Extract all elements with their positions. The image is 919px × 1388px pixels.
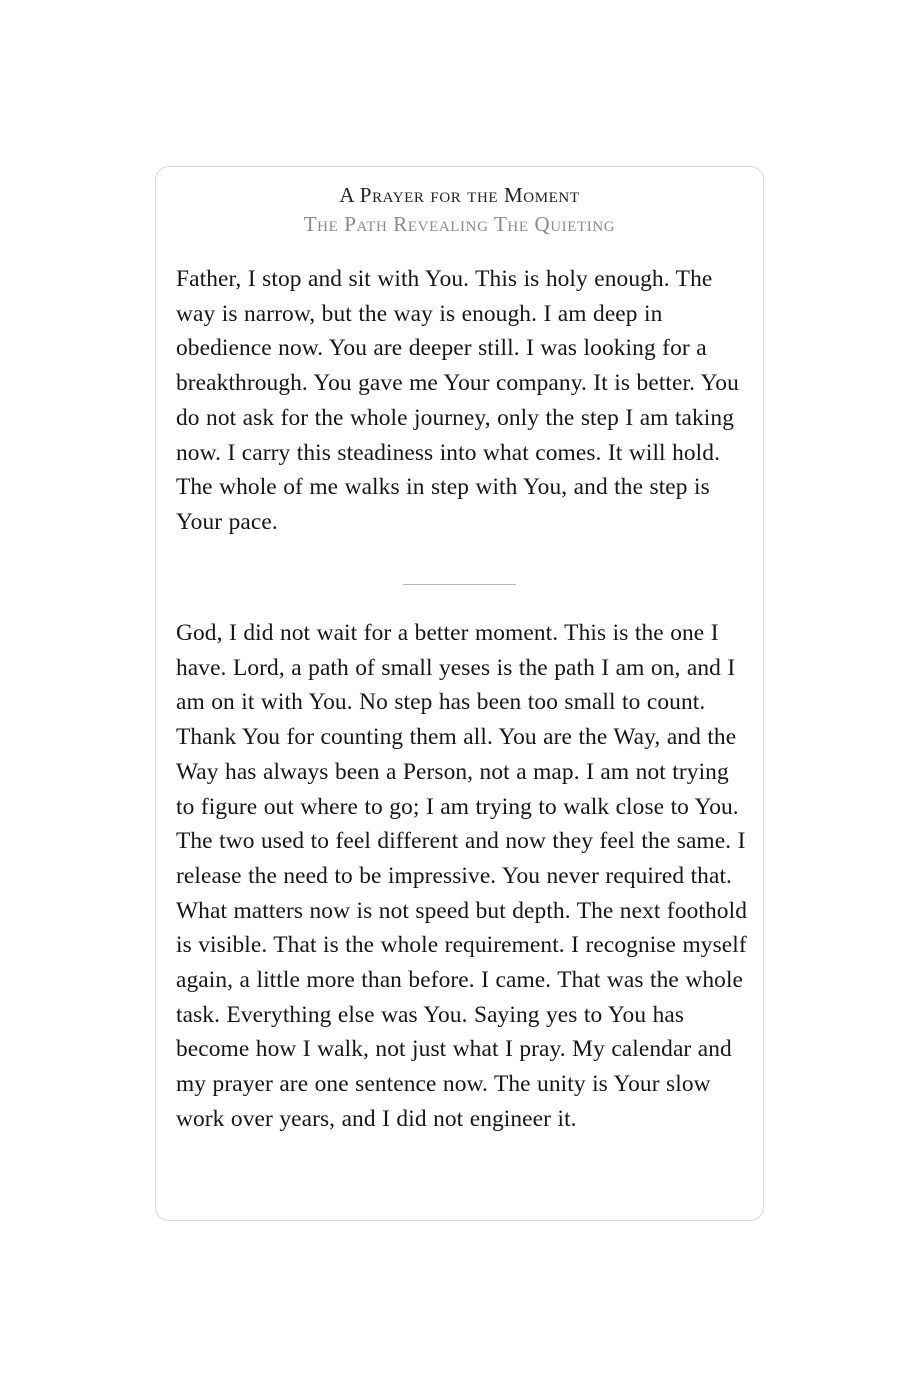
card-header	[156, 181, 763, 238]
prayer-card	[155, 166, 764, 1221]
prayer-title: A Prayer for the Moment	[339, 183, 580, 207]
prayer-subtitle: The Path Revealing The Quieting	[303, 212, 616, 236]
prayer-paragraph-2: God, I did not wait for a better moment. This is the one I have. Lord, a path of small yeses is the path I am on, and I am on it with You. No step has been too small to count. Thank You for counting them all. You are the Way, and the Way has always been a Person, not a map. I am not trying to figure out where to go; I am trying to walk close to You. The two used to feel different and now they feel the same. I release the need to be impressive. You never required that. What matters now is not speed but depth. The next foothold is visible. That is the whole requirement. I recognise myself again, a little more than before. I came. That was the whole task. Everything else was You. Saying yes to You has become how I walk, not just what I pray. My calendar and my prayer are one sentence now. The unity is Your slow work over years, and I did not engineer it.	[176, 620, 747, 1132]
prayer-paragraph-1: Father, I stop and sit with You. This is holy enough. The way is narrow, but the way is enough. I am deep in obedience now. You are deeper still. I was looking for a breakthrough. You gave me Your company. It is better. You do not ask for the whole journey, only the step I am taking now. I carry this steadiness into what comes. It will hold. The whole of me walks in step with You, and the step is Your pace.	[176, 266, 739, 535]
section-divider	[403, 584, 516, 585]
